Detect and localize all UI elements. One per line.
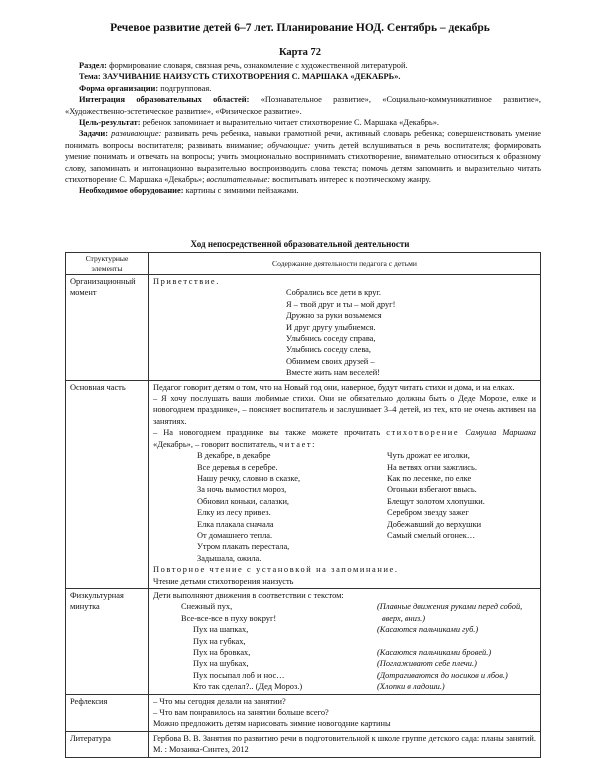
main-p1: Педагог говорит детям о том, что на Новый год они, наверное, будут читать стихи и дома, и на елках. — [153, 382, 515, 392]
lit-content: Гербова В. В. Занятия по развитию речи в подготовительной к школе группе детского сада: планы занятий. М. : Мозаика-Синтез, 2012 — [149, 731, 541, 757]
org-label: Организационный момент — [66, 275, 149, 381]
refl-label: Рефлексия — [66, 694, 149, 731]
fiz-poem-left: Снежный пух, Все-все-все в пуху вокруг! Пух на шапках, Пух на губках, Пух на бровках, Пух на шубках, Пух посыпал лоб и нос… Кто так сделал?.. (Дед Мороз.) — [181, 602, 303, 692]
main-p5: Чтение детьми стихотворения наизусть — [153, 576, 294, 586]
table-header-row — [66, 253, 541, 275]
equipment-line: Необходимое оборудование: картины с зимними пейзажами. — [79, 186, 299, 196]
org-title: Приветствие. — [153, 277, 220, 286]
col2-header: Содержание деятельности педагога с детьми — [149, 253, 541, 275]
december-poem-right: Чуть дрожат ее иголки, На ветвях огни зажглись. Как по лесенке, по елке Огоньки взбегают ввысь. Блещут золотом хлопушки. Серебром звезду зажег Добежавший до верхушки Самый смелый огонек… — [387, 451, 485, 540]
goal-line: Цель-результат: ребенок запоминает и выразительно читает стихотворение С. Маршака «Декабрь». — [79, 118, 440, 128]
fiz-poem-right: (Плавные движения руками перед собой, вверх, вниз.) (Касаются пальчиками губ.) (Касаются пальчиками бровей.) (Поглаживают себе плечи.) (Дотрагиваются до носиков и лбов.) (Хлопки в ладоши.) — [377, 602, 523, 692]
table-row-lit — [66, 731, 541, 757]
intro-section — [65, 60, 541, 197]
main-p4: Повторное чтение с установкой на запоминание. — [153, 565, 399, 575]
razdel-line: Раздел: формирование словаря, связная речь, ознакомление с художественной литературой. — [79, 61, 408, 70]
activity-table — [65, 252, 541, 758]
table-caption: Ход непосредственной образовательной деятельности — [190, 239, 410, 249]
table-row-fiz — [66, 588, 541, 694]
lit-label: Литература — [66, 731, 149, 757]
fiz-poem — [153, 601, 536, 692]
tema-line: Тема: ЗАУЧИВАНИЕ НАИЗУСТЬ СТИХОТВОРЕНИЯ С. МАРШАКА «ДЕКАБРЬ». — [79, 72, 401, 82]
integration-line: Интеграция образовательных областей: «Познавательное развитие», «Социально-коммуникативное развитие», «Художественно-эстетическое развитие», «Физическое развитие». — [65, 95, 541, 116]
december-poem — [153, 450, 536, 564]
table-row-main — [66, 380, 541, 588]
greeting-poem: Собрались все дети в круг. Я – твой друг и ты – мой друг! Дружно за руки возьмемся И друг другу улыбнемся. Улыбнись соседу справа, Улыбнись соседу слева, Обнимем своих друзей – Вместе жить нам веселей! — [286, 288, 396, 378]
main-content — [149, 380, 541, 588]
main-p3: – На новогоднем празднике вы также можете прочитать стихотворение Самуила Маршака «Декабрь», – говорит воспитатель, читает: — [153, 428, 536, 449]
page-header: Речевое развитие детей 6–7 лет. Планирование НОД. Сентябрь – декабрь — [110, 22, 490, 34]
refl-content: – Что мы сегодня делали на занятии? – Что вам понравилось на занятии больше всего? Можно предложить детям нарисовать зимние новогодние картины — [149, 694, 541, 731]
card-title: Карта 72 — [278, 47, 322, 58]
fiz-content — [149, 588, 541, 694]
main-p2: – Я хочу послушать ваши любимые стихи. Они не обязательно должны быть о Деде Морозе, елке и новогоднем празднике», – поясняет воспитатель и заслушивает 3–4 детей, из тех, кто не очень активен на занятиях. — [153, 394, 536, 426]
org-content — [149, 275, 541, 381]
table-row-org — [66, 275, 541, 381]
col1-header: Структурные элементы — [66, 253, 149, 275]
fiz-label: Физкультурная минутка — [66, 588, 149, 694]
tasks-paragraph: Задачи: развивающие: развивать речь ребенка, навыки грамотной речи, активный словарь ребенка; совершенствовать умение понимать вопросы воспитателя; развивать внимание; обучающие: учить детей вслушиваться в речь воспитателя; формировать умение понимать и отвечать на вопросы; учить эмоционально воспринимать стихотворение, внимательно относиться к образному слову, запоминать и интонационно выразительно воспроизводить слова текста; помочь детям запомнить и выразительно читать стихотворение С. Маршака «Декабрь»; воспитательные: воспитывать интерес к поэтическому жанру. — [65, 129, 542, 185]
table-row-refl — [66, 694, 541, 731]
forma-line: Форма организации: подгрупповая. — [79, 83, 212, 93]
main-label: Основная часть — [66, 380, 149, 588]
fiz-intro: Дети выполняют движения в соответствии с текстом: — [153, 590, 344, 600]
december-poem-left: В декабре, в декабре Все деревья в серебре. Нашу речку, словно в сказке, За ночь вымостил мороз, Обновил коньки, салазки, Елку из лесу привез. Елка плакала сначала От домашнего тепла. Утром плакать перестала, Задышала, ожила. — [197, 451, 301, 563]
